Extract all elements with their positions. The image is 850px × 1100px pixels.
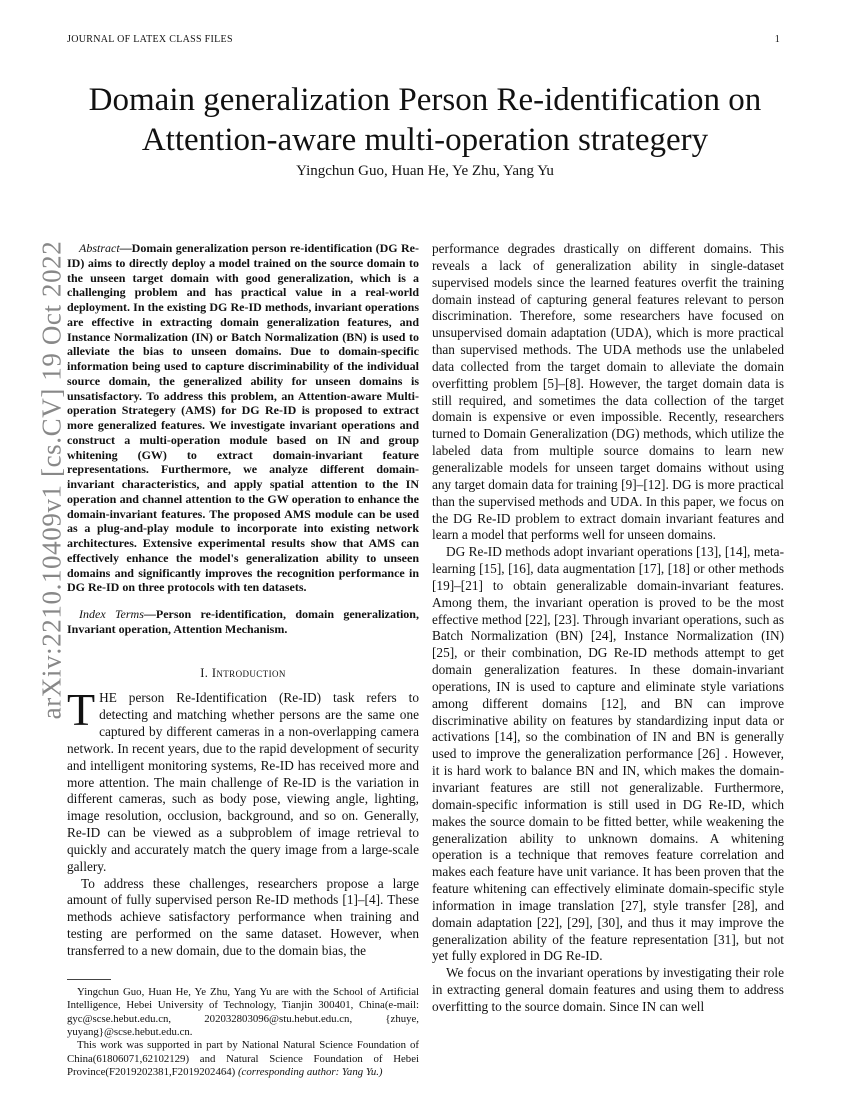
intro-paragraph-2: To address these challenges, researchers propose a large amount of fully supervised person Re-ID methods [1]–[4]. These methods achieve satisfactory performance when training and testing are performed on the same dataset. However, when transferred to a new domain, due to the domain bias, the — [67, 875, 419, 958]
right-paragraph-3: We focus on the invariant operations by investigating their role in extracting general domain features and using them to address overfitting to the source domain. Since IN can well — [432, 965, 784, 1014]
intro-paragraph-1-text: person Re-Identification (Re-ID) task refers to detecting and matching whether persons are the same one captured by different cameras in a non-overlapping camera network. In recent years, due to the rapid development of security and intelligent monitoring systems, Re-ID has received more and more attention. The main challenge of Re-ID is the variation in different cameras, such as body pose, viewing angle, lighting, image resolution, occlusion, background, and so on. Generally, Re-ID can be viewed as a subproblem of image retrieval to quickly and accurately match the query image from a large-scale gallery. — [67, 690, 419, 874]
arxiv-stamp — [32, 240, 72, 720]
author-list: Yingchun Guo, Huan He, Ye Zhu, Yang Yu — [296, 163, 554, 179]
paper-title — [60, 80, 790, 160]
footnote-funding — [67, 1039, 419, 1079]
right-paragraph-1: performance degrades drastically on different domains. This reveals a lack of generalization ability in single-dataset supervised models since the learned features overfit the training domain instead of capturing general features relevant to person discrimination. Therefore, some researchers have focused on unsupervised domain adaptation (UDA), which is more practical than supervised methods. The UDA methods use the unlabeled data collected from the target domain to alleviate the domain overfitting problem [5]–[8]. However, the target domain data is still required, and sometimes the data collection of the target domain is expensive or even impossible. Recently, researchers turned to Domain Generalization (DG) methods, which utilize the labeled data from multiple source domains to learn new generalizable models for unseen target domains without using any target domain data for training [9]–[12]. DG is more practical than the supervised methods and UDA. In this paper, we focus on the DG Re-ID problem to extract domain invariant features and learn a model that performs well for unseen domains. — [432, 241, 784, 543]
abstract-text: —Domain generalization person re-identification (DG Re-ID) aims to directly deploy a model trained on the source domain to the unseen target domain with good generalization, which is a challenging problem and has practical value in a real-world deployment. In the existing DG Re-ID methods, invariant operations are effective in extracting domain generalization features, and Instance Normalization (IN) or Batch Normalization (BN) is used to alleviate the bias to unseen domains. Due to domain-specific information being used to capture discriminability of the individual source domain, the generalized ability for unseen domains is unsatisfactory. To address this problem, an Attention-aware Multi-operation Strategery (AMS) for DG Re-ID is proposed to extract more generalized features. We investigate invariant operations and construct a multi-operation module based on IN and group whitening (GW) to extract domain-invariant feature representations. Furthermore, we analyze different domain-invariant characteristics, and apply spatial attention to the IN operation and channel attention to the GW operation to enhance the domain-invariant features. The proposed AMS module can be used as a plug-and-play module to incorporate into existing network architectures. Extensive experimental results show that AMS can effectively enhance the model's generalization ability to unseen domains and significantly improves the recognition performance in DG Re-ID on three protocols with ten datasets. — [67, 241, 419, 595]
running-header: JOURNAL OF LATEX CLASS FILES — [67, 34, 233, 45]
abstract-label: Abstract — [79, 241, 120, 255]
arxiv-stamp-text: arXiv:2210.10409v1 [cs.CV] 19 Oct 2022 — [36, 240, 67, 720]
section-heading: I. Introduction — [200, 665, 286, 680]
index-terms-text: —Person re-identification, domain generalization, Invariant operation, Attention Mechanism. — [67, 607, 419, 636]
left-column — [67, 241, 419, 1080]
page-number: 1 — [774, 34, 780, 45]
index-terms — [67, 607, 419, 637]
intro-paragraph-1 — [67, 684, 419, 875]
right-paragraph-2: DG Re-ID methods adopt invariant operations [13], [14], meta-learning [15], [16], data augmentation [17], [18] or other methods [19]–[21] to obtain generalizable domain-invariant features. Among them, the invariant operation is proved to be the most effective method [22], [23]. Through invariant operations, such as Batch Normalization (BN) [24], Instance Normalization (IN) [25], or their combination, DG Re-ID methods attempt to get domain generalization features. In these domain-invariant operations, IN is used to capture and eliminate style variations among different domains [12], and BN can improve discriminative ability on features by standardizing input data or activations [14], so the combination of IN and BN is generally used to improve the generalization performance [26] . However, it is hard work to balance BN and IN, which makes the domain-invariant features are still not generalizable. Furthermore, domain-specific information is still used in DG Re-ID, which makes the source domain to be fitted better, while weakening the generalization ability to unknown domains. A whitening operation is a technique that removes feature correlation and makes each feature have unit variance. It has been proven that the feature whitening can effectively eliminate domain-specific style information in image translation [27], style transfer [28], and domain adaptation [22], [29], [30], and thus it may improve the generalization ability of the feature representation [31], but not yet fully explored in DG Re-ID. — [432, 544, 784, 964]
footnote-affiliation: Yingchun Guo, Huan He, Ye Zhu, Yang Yu are with the School of Artificial Intelligence, Hebei University of Technology, Tianjin 300401, China(e-mail: gyc@scse.hebut.edu.cn, 202032803096@stu.hebut.edu.cn, {zhuye, yuyang}@scse.hebut.edu.cn. — [67, 985, 419, 1039]
right-column — [432, 241, 784, 1016]
drop-cap: T — [67, 684, 96, 736]
title-line-1: Domain generalization Person Re-identification on — [88, 82, 762, 118]
footnote-funding-text: This work was supported in part by National Natural Science Foundation of China(61806071,62102129) and Natural Science Foundation of Hebei Province(F2019202381,F2019202464) — [67, 1039, 419, 1079]
index-terms-label: Index Terms — [79, 607, 144, 621]
first-word: HE — [99, 690, 117, 706]
corresponding-author: (corresponding author: Yang Yu.) — [237, 1066, 383, 1079]
footnote-rule — [67, 979, 111, 980]
title-line-2: Attention-aware multi-operation strategery — [141, 122, 709, 158]
abstract — [67, 241, 419, 595]
